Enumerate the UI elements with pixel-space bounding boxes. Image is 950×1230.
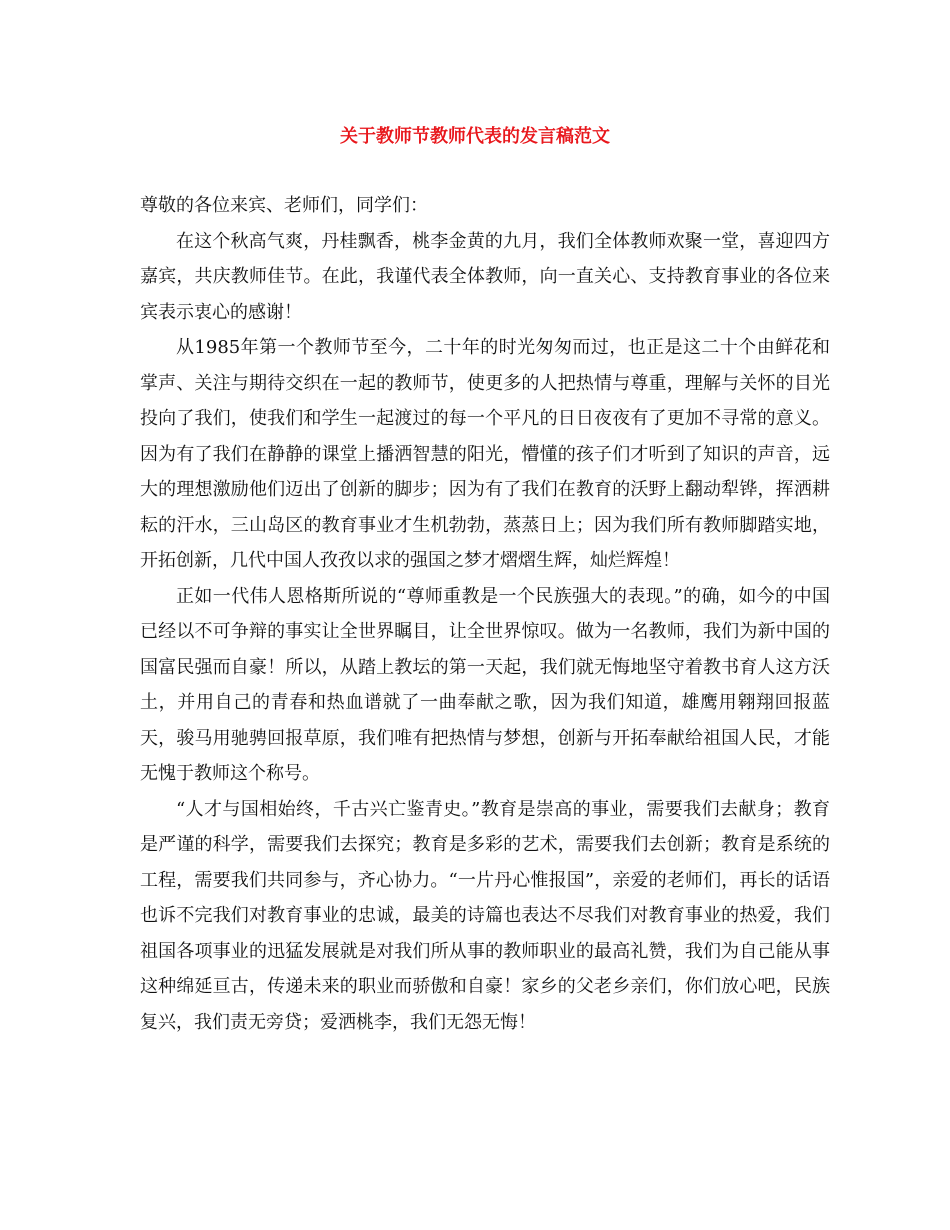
paragraph-history: 从1985年第一个教师节至今，二十年的时光匆匆而过，也正是这二十个由鲜花和掌声、关注与期待交织在一起的教师节，使更多的人把热情与尊重，理解与关怀的目光投向了我们，使我们和学生一起渡过的每一个平凡的日日夜夜有了更加不寻常的意义。因为有了我们在静静的课堂上播洒智慧的阳光，懵懂的孩子们才听到了知识的声音，远大的理想激励他们迈出了创新的脚步；因为有了我们在教育的沃野上翻动犁铧，挥洒耕耘的汗水，三山岛区的教育事业才生机勃勃，蒸蒸日上；因为我们所有教师脚踏实地，开拓创新，几代中国人孜孜以求的强国之梦才熠熠生辉，灿烂辉煌！: [140, 337, 830, 571]
document-body: [140, 188, 830, 1040]
salutation: 尊敬的各位来宾、老师们，同学们：: [140, 195, 428, 216]
document-title: 关于教师节教师代表的发言稿范文: [340, 126, 610, 147]
paragraph-opening: 在这个秋高气爽，丹桂飘香，桃李金黄的九月，我们全体教师欢聚一堂，喜迎四方嘉宾，共庆教师佳节。在此，我谨代表全体教师，向一直关心、支持教育事业的各位来宾表示衷心的感谢！: [140, 230, 830, 323]
paragraph-engels-quote: 正如一代伟人恩格斯所说的“尊师重教是一个民族强大的表现。”的确，如今的中国已经以不可争辩的事实让全世界瞩目，让全世界惊叹。做为一名教师，我们为新中国的国富民强而自豪！所以，从踏上教坛的第一天起，我们就无悔地坚守着教书育人这方沃土，并用自己的青春和热血谱就了一曲奉献之歌，因为我们知道，雄鹰用翱翔回报蓝天，骏马用驰骋回报草原，我们唯有把热情与梦想，创新与开拓奉献给祖国人民，才能无愧于教师这个称号。: [140, 585, 830, 784]
paragraph-closing: “人才与国相始终，千古兴亡鉴青史。”教育是崇高的事业，需要我们去献身；教育是严谨的科学，需要我们去探究；教育是多彩的艺术，需要我们去创新；教育是系统的工程，需要我们共同参与，齐心协力。“一片丹心惟报国”，亲爱的老师们，再长的话语也诉不完我们对教育事业的忠诚，最美的诗篇也表达不尽我们对教育事业的热爱，我们祖国各项事业的迅猛发展就是对我们所从事的教师职业的最高礼赞，我们为自己能从事这种绵延亘古，传递未来的职业而骄傲和自豪！家乡的父老乡亲们，你们放心吧，民族复兴，我们责无旁贷；爱洒桃李，我们无怨无悔！: [140, 798, 830, 1033]
